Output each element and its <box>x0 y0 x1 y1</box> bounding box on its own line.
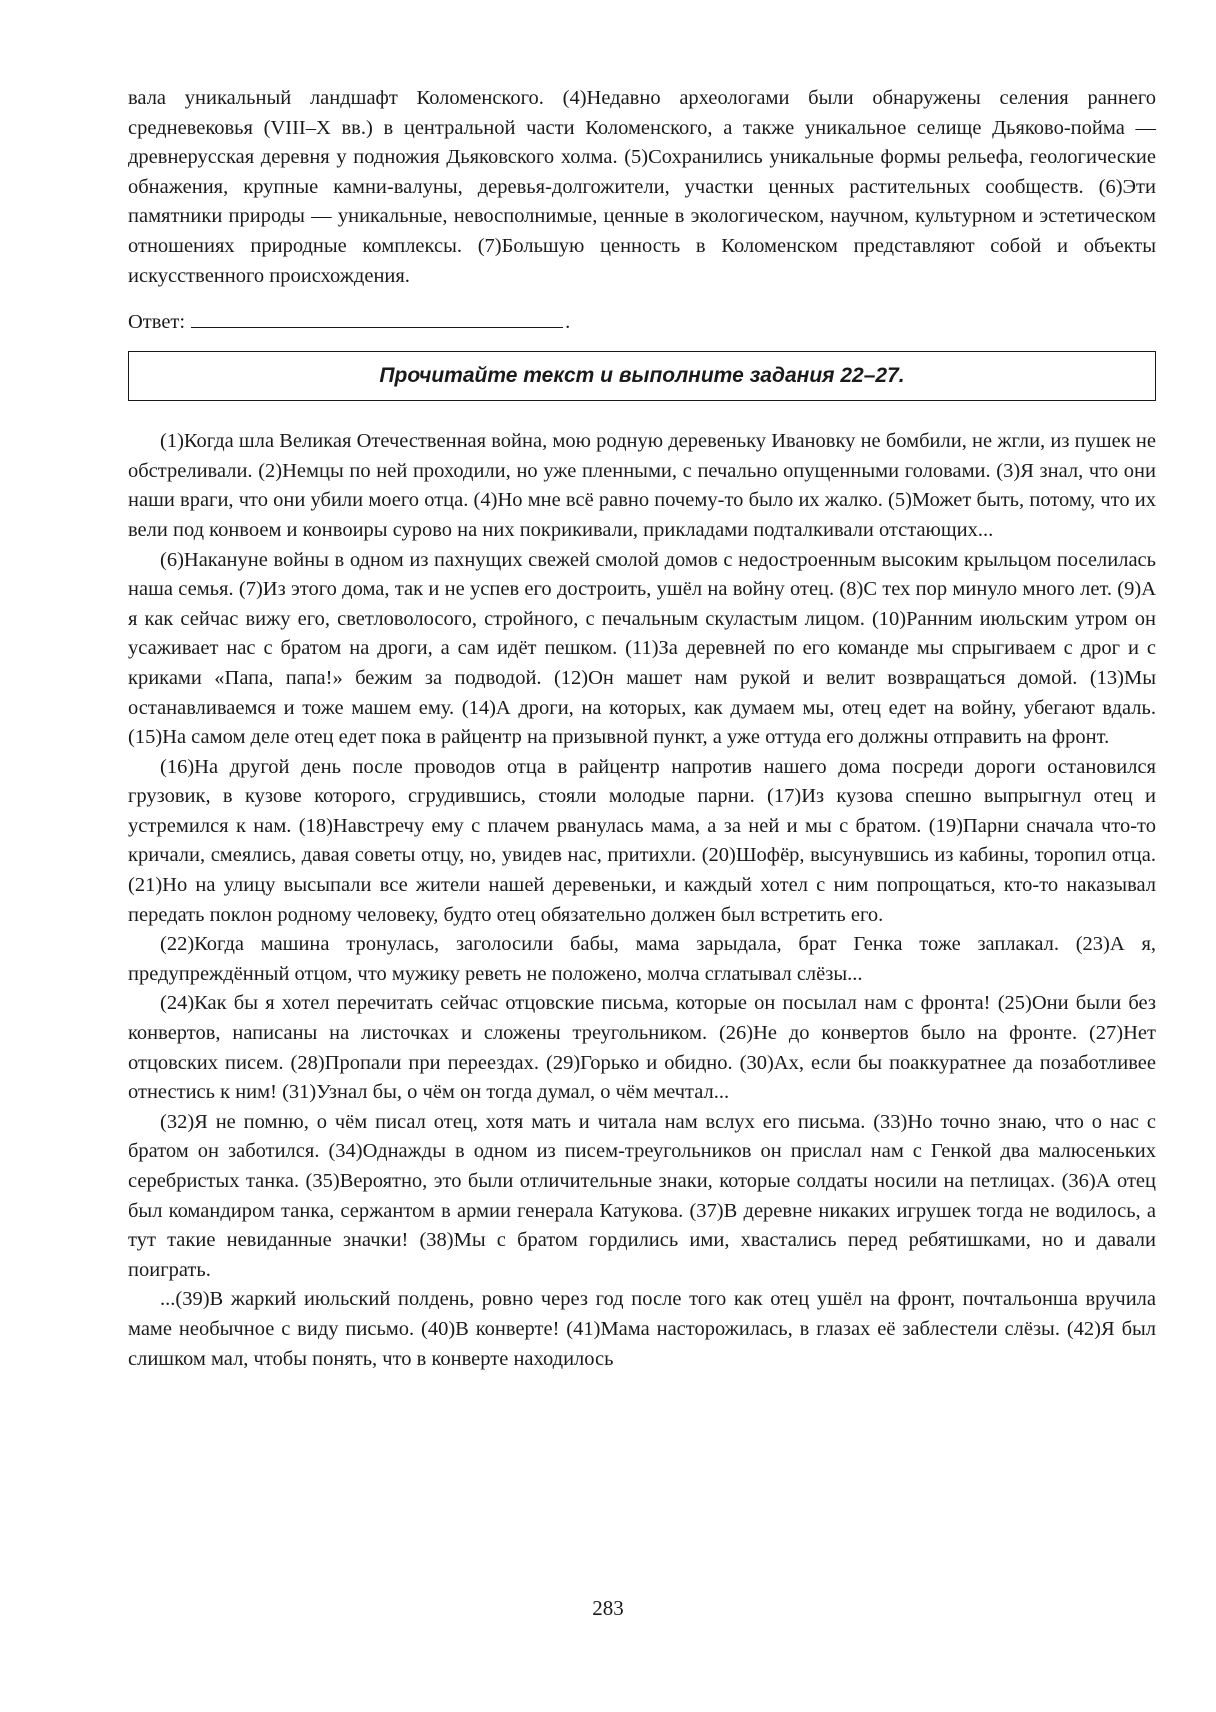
story-paragraph-3: (16)На другой день после проводов отца в райцентр напротив нашего дома посреди дороги остановился грузовик, в кузове которого, сгрудившись, стояли молодые парни. (17)Из кузова спешно выпрыгнул отец и устремился к нам. (18)Навстречу ему с плачем рванулась мама, а за ней и мы с братом. (19)Парни сначала что-то кричали, смеялись, давая советы отцу, но, увидев нас, притихли. (20)Шофёр, высунувшись из кабины, торопил отца. (21)Но на улицу высыпали все жители нашей деревеньки, и каждый хотел с ним попрощаться, кто-то наказывал передать поклон родному человеку, будто отец обязательно должен был встретить его. <box>128 755 1156 926</box>
story-paragraph-6: (32)Я не помню, о чём писал отец, хотя мать и читала нам вслух его письма. (33)Но точно знаю, что о нас с братом он заботился. (34)Однажды в одном из писем-треугольников он прислал нам с Генкой два малюсеньких серебристых танка. (35)Вероятно, это были отличительные знаки, которые солдаты носили на петлицах. (36)А отец был командиром танка, сержантом в армии генерала Катукова. (37)В деревне никаких игрушек тогда не водилось, а тут такие невиданные значки! (38)Мы с братом гордились ими, хвастались перед ребятишками, но и давали поиграть. <box>128 1110 1156 1281</box>
page-number: 283 <box>592 1596 624 1620</box>
story-paragraph-1: (1)Когда шла Великая Отечественная война, мою родную деревеньку Ивановку не бомбили, не жгли, из пушек не обстреливали. (2)Немцы по ней проходили, но уже пленными, с печально опущенными головами. (3)Я знал, что они наши враги, что они убили моего отца. (4)Но мне всё равно почему-то было их жалко. (5)Может быть, потому, что их вели под конвоем и конвоиры сурово на них покрикивали, прикладами подталкивали отстающих... <box>128 430 1156 541</box>
intro-paragraph: вала уникальный ландшафт Коломенского. (4)Недавно археологами были обнаружены селения раннего средневековья (VIII–X вв.) в центральной части Коломенского, а также уникальное селище Дьяково-пойма — древнерусская деревня у подножия Дьяковского холма. (5)Сохранились уникальные формы рельефа, геологические обнажения, крупные камни-валуны, деревья-долгожители, участки ценных растительных сообществ. (6)Эти памятники природы — уникальные, невосполнимые, ценные в экологическом, научном, культурном и эстетическом отношениях природные комплексы. (7)Большую ценность в Коломенском представляют собой и объекты искусственного происхождения. <box>128 87 1156 287</box>
story-text <box>128 427 1156 1374</box>
task-instruction-box <box>128 351 1156 401</box>
answer-end-dot: . <box>565 311 571 334</box>
story-paragraph-2: (6)Накануне войны в одном из пахнущих свежей смолой домов с недостроенным высоким крыльцом поселилась наша семья. (7)Из этого дома, так и не успев его достроить, ушёл на войну отец. (8)С тех пор минуло много лет. (9)А я как сейчас вижу его, светловолосого, стройного, с печальным скуластым лицом. (10)Ранним июльским утром он усаживает нас с братом на дроги, а сам идёт пешком. (11)За деревней по его команде мы спрыгиваем с дрог и с криками «Папа, папа!» бежим за подводой. (12)Он машет нам рукой и велит возвращаться домой. (13)Мы останавливаемся и тоже машем ему. (14)А дроги, на которых, как думаем мы, отец едет на войну, убегают вдаль. (15)На самом деле отец едет пока в райцентр на призывной пункт, а уже оттуда его должны отправить на фронт. <box>128 548 1156 749</box>
document-page <box>128 84 1156 1374</box>
answer-row <box>128 307 1156 337</box>
answer-label: Ответ: <box>128 311 186 334</box>
story-paragraph-7: ...(39)В жаркий июльский полдень, ровно через год после того как отец ушёл на фронт, почтальонша вручила маме необычное с виду письмо. (40)В конверте! (41)Мама насторожилась, в глазах её заблестели слёзы. (42)Я был слишком мал, чтобы понять, что в конверте находилось <box>128 1288 1156 1370</box>
task-instruction-text: Прочитайте текст и выполните задания 22–27. <box>379 364 905 388</box>
story-paragraph-5: (24)Как бы я хотел перечитать сейчас отцовские письма, которые он посылал нам с фронта! (25)Они были без конвертов, написаны на листочках и сложены треугольником. (26)Не до конвертов было на фронте. (27)Нет отцовских писем. (28)Пропали при переездах. (29)Горько и обидно. (30)Ах, если бы поаккуратнее да позаботливее отнестись к ним! (31)Узнал бы, о чём он тогда думал, о чём мечтал... <box>128 992 1156 1104</box>
answer-line[interactable] <box>191 307 563 328</box>
story-paragraph-4: (22)Когда машина тронулась, заголосили бабы, мама зарыдала, брат Генка тоже заплакал. (23)А я, предупреждённый отцом, что мужику реветь не положено, молча сглатывал слёзы... <box>128 933 1156 985</box>
